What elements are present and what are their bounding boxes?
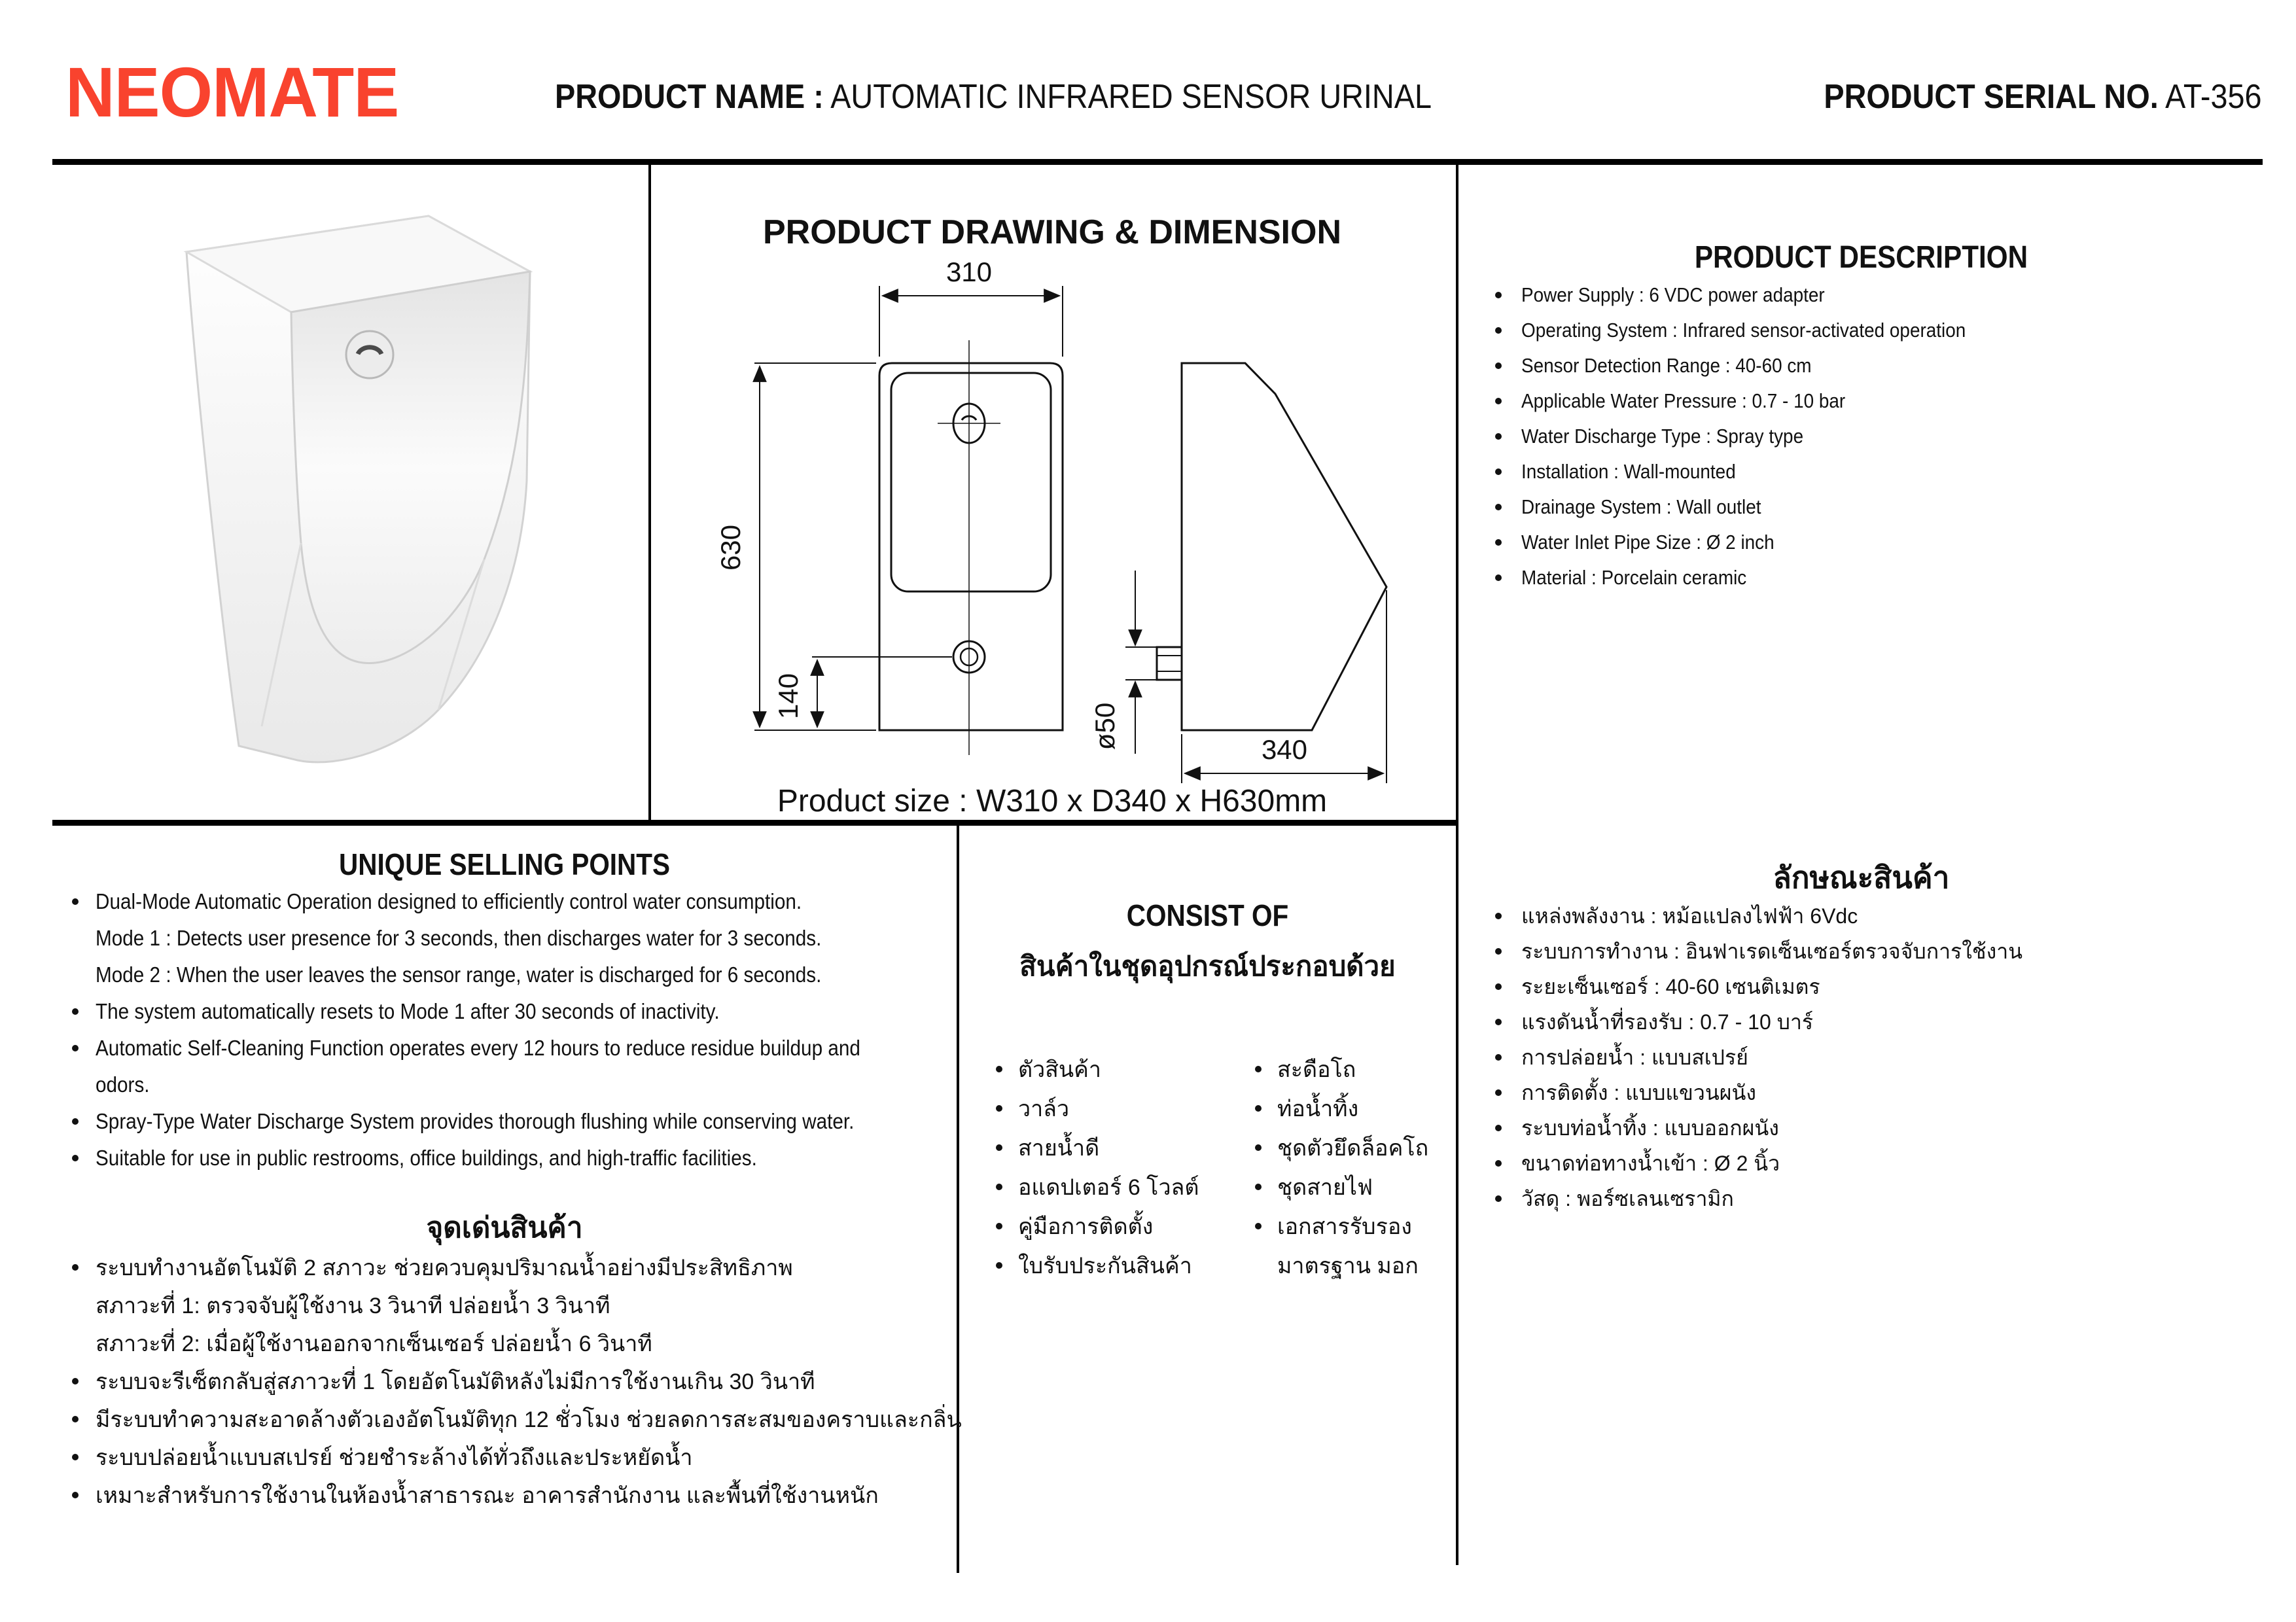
description-list bbox=[1458, 277, 2264, 595]
bullet-icon bbox=[996, 1184, 1002, 1190]
bullet-icon bbox=[1495, 913, 1502, 919]
bullet-icon bbox=[1255, 1144, 1262, 1151]
bullet-icon bbox=[1495, 1019, 1502, 1025]
list-item: เอกสารรับรอง bbox=[1255, 1207, 1456, 1246]
bullet-icon bbox=[1495, 1089, 1502, 1096]
list-item: อแดปเตอร์ 6 โวลต์ bbox=[996, 1167, 1218, 1207]
consist-left-column bbox=[959, 1049, 1218, 1285]
list-item: ขนาดท่อทางน้ำเข้า : Ø 2 นิ้ว bbox=[1495, 1146, 2264, 1181]
dim-630-label: 630 bbox=[715, 524, 746, 571]
list-item: Sensor Detection Range : 40-60 cm bbox=[1495, 348, 2264, 383]
list-item: Water Inlet Pipe Size : Ø 2 inch bbox=[1495, 525, 2264, 560]
dim-340-label: 340 bbox=[1261, 734, 1308, 765]
bullet-icon bbox=[1495, 398, 1502, 404]
list-item: ท่อน้ำทิ้ง bbox=[1255, 1089, 1456, 1128]
list-item: วัสดุ : พอร์ซเลนเซรามิก bbox=[1495, 1181, 2264, 1216]
list-item: Automatic Self-Cleaning Function operates every 12 hours to reduce residue buildup and bbox=[72, 1030, 937, 1067]
drawing-title: PRODUCT DRAWING & DIMENSION bbox=[763, 213, 1341, 251]
list-item: สายน้ำดี bbox=[996, 1128, 1218, 1167]
bullet-icon bbox=[1255, 1223, 1262, 1229]
list-item-continuation: สภาวะที่ 2: เมื่อผู้ใช้งานออกจากเซ็นเซอร์ ปล่อยน้ำ 6 วินาที bbox=[96, 1331, 652, 1356]
dim-310-label: 310 bbox=[945, 256, 993, 287]
product-size-note: Product size : W310 x D340 x H630mm bbox=[777, 784, 1328, 819]
bullet-icon bbox=[996, 1066, 1002, 1072]
list-item: ระบบการทำงาน : อินฟาเรดเซ็นเซอร์ตรวจจับการใช้งาน bbox=[1495, 934, 2264, 969]
usp-panel bbox=[52, 826, 962, 1514]
bullet-icon bbox=[1495, 983, 1502, 990]
bullet-icon bbox=[1255, 1184, 1262, 1190]
bullet-icon bbox=[996, 1262, 1002, 1269]
bullet-icon bbox=[72, 1008, 79, 1015]
bullet-icon bbox=[996, 1105, 1002, 1112]
bullet-icon bbox=[72, 898, 79, 905]
list-item: การติดตั้ง : แบบแขวนผนัง bbox=[1495, 1075, 2264, 1110]
list-item: Applicable Water Pressure : 0.7 - 10 bar bbox=[1495, 383, 2264, 419]
bullet-icon bbox=[1495, 1125, 1502, 1131]
list-item: สะดือโถ bbox=[1255, 1049, 1456, 1089]
list-item: ใบรับประกันสินค้า bbox=[996, 1246, 1218, 1285]
list-item: ตัวสินค้า bbox=[996, 1049, 1218, 1089]
product-serial-value: AT-356 bbox=[2165, 78, 2262, 116]
bullet-icon bbox=[1495, 433, 1502, 440]
bullet-icon bbox=[1495, 292, 1502, 298]
product-photo bbox=[69, 173, 645, 818]
bullet-icon bbox=[1255, 1066, 1262, 1072]
bullet-icon bbox=[72, 1155, 79, 1161]
list-item-continuation: Mode 1 : Detects user presence for 3 seconds, then discharges water for 3 seconds. bbox=[96, 926, 822, 950]
list-item: Drainage System : Wall outlet bbox=[1495, 489, 2264, 525]
list-item-continuation: สภาวะที่ 1: ตรวจจับผู้ใช้งาน 3 วินาที ปล่อยน้ำ 3 วินาที bbox=[96, 1294, 610, 1318]
list-item: แหล่งพลังงาน : หม้อแปลงไฟฟ้า 6Vdc bbox=[1495, 898, 2264, 934]
product-serial-label: PRODUCT SERIAL NO. bbox=[1824, 78, 2159, 116]
list-item: ชุดตัวยึดล็อคโถ bbox=[1255, 1128, 1456, 1167]
description-panel bbox=[1458, 165, 2264, 1216]
sensor-eye-icon bbox=[346, 331, 393, 378]
list-item: คู่มือการติดตั้ง bbox=[996, 1207, 1218, 1246]
bullet-icon bbox=[72, 1492, 79, 1498]
header-divider bbox=[52, 159, 2263, 165]
side-view-outline bbox=[1182, 363, 1386, 730]
usp-list bbox=[72, 883, 937, 1176]
bullet-icon bbox=[996, 1144, 1002, 1151]
brand-logo: NEOMATE bbox=[65, 52, 399, 132]
list-item: เหมาะสำหรับการใช้งานในห้องน้ำสาธารณะ อาคารสำนักงาน และพื้นที่ใช้งานหนัก bbox=[72, 1476, 937, 1514]
bullet-icon bbox=[1495, 362, 1502, 369]
usp-title: UNIQUE SELLING POINTS bbox=[338, 847, 671, 881]
dim-50-label: ø50 bbox=[1089, 702, 1120, 750]
list-item: ระบบจะรีเซ็ตกลับสู่สภาวะที่ 1 โดยอัตโนมัติหลังไม่มีการใช้งานเกิน 30 วินาที bbox=[72, 1362, 937, 1400]
product-name bbox=[555, 77, 1432, 116]
bullet-icon bbox=[1495, 574, 1502, 581]
list-item: ชุดสายไฟ bbox=[1255, 1167, 1456, 1207]
bullet-icon bbox=[1495, 327, 1502, 334]
list-item: Operating System : Infrared sensor-activated operation bbox=[1495, 313, 2264, 348]
list-item-continuation: มาตรฐาน มอก bbox=[1277, 1254, 1419, 1278]
list-item-continuation: odors. bbox=[96, 1072, 150, 1097]
dim-140-label: 140 bbox=[773, 673, 804, 720]
list-item: มีระบบทำความสะอาดล้างตัวเองอัตโนมัติทุก 12 ชั่วโมง ช่วยลดการสะสมของคราบและกลิ่น bbox=[72, 1400, 937, 1438]
bullet-icon bbox=[1255, 1105, 1262, 1112]
bullet-icon bbox=[1495, 504, 1502, 510]
bullet-icon bbox=[72, 1118, 79, 1125]
bullet-icon bbox=[1495, 1195, 1502, 1202]
list-item: ระบบปล่อยน้ำแบบสเปรย์ ช่วยชำระล้างได้ทั่วถึงและประหยัดน้ำ bbox=[72, 1438, 937, 1476]
bullet-icon bbox=[1495, 1160, 1502, 1167]
list-item: ระยะเซ็นเซอร์ : 40-60 เซนติเมตร bbox=[1495, 969, 2264, 1004]
drawing-panel bbox=[648, 165, 1456, 820]
consist-title: CONSIST OF bbox=[1126, 898, 1289, 932]
list-item: Suitable for use in public restrooms, office buildings, and high-traffic facilities. bbox=[72, 1140, 937, 1176]
bullet-icon bbox=[72, 1454, 79, 1460]
usp-thai-list bbox=[72, 1248, 962, 1514]
list-item: Power Supply : 6 VDC power adapter bbox=[1495, 277, 2264, 313]
bullet-icon bbox=[1495, 539, 1502, 546]
features-thai-list bbox=[1458, 898, 2264, 1216]
bullet-icon bbox=[72, 1416, 79, 1422]
list-item: Material : Porcelain ceramic bbox=[1495, 560, 2264, 595]
list-item: Installation : Wall-mounted bbox=[1495, 454, 2264, 489]
bullet-icon bbox=[72, 1045, 79, 1051]
list-item: The system automatically resets to Mode 1 after 30 seconds of inactivity. bbox=[72, 993, 937, 1030]
consist-subtitle: สินค้าในชุดอุปกรณ์ประกอบด้วย bbox=[1019, 951, 1396, 981]
consist-columns bbox=[959, 1049, 1456, 1285]
consist-panel bbox=[959, 826, 1456, 1285]
bullet-icon bbox=[72, 1378, 79, 1384]
bullet-icon bbox=[72, 1264, 79, 1271]
list-item-continuation: Mode 2 : When the user leaves the sensor range, water is discharged for 6 seconds. bbox=[96, 962, 822, 987]
product-name-value: AUTOMATIC INFRARED SENSOR URINAL bbox=[830, 78, 1432, 116]
front-view-outline bbox=[879, 363, 1063, 730]
list-item: Water Discharge Type : Spray type bbox=[1495, 419, 2264, 454]
divider-middle-horizontal bbox=[52, 820, 1458, 826]
list-item: การปล่อยน้ำ : แบบสเปรย์ bbox=[1495, 1040, 2264, 1075]
product-serial bbox=[1824, 77, 2262, 116]
features-thai-title: ลักษณะสินค้า bbox=[1773, 860, 1950, 894]
description-title: PRODUCT DESCRIPTION bbox=[1694, 240, 2028, 275]
bullet-icon bbox=[1495, 1054, 1502, 1061]
bullet-icon bbox=[996, 1223, 1002, 1229]
product-photo-panel bbox=[69, 173, 645, 818]
bullet-icon bbox=[1495, 468, 1502, 475]
list-item: Dual-Mode Automatic Operation designed to efficiently control water consumption. bbox=[72, 883, 937, 920]
product-name-label: PRODUCT NAME : bbox=[555, 78, 824, 116]
list-item: แรงดันน้ำที่รองรับ : 0.7 - 10 บาร์ bbox=[1495, 1004, 2264, 1040]
usp-thai-title: จุดเด่นสินค้า bbox=[426, 1212, 583, 1244]
list-item: ระบบทำงานอัตโนมัติ 2 สภาวะ ช่วยควบคุมปริมาณน้ำอย่างมีประสิทธิภาพ bbox=[72, 1248, 937, 1286]
list-item: Spray-Type Water Discharge System provides thorough flushing while conserving water. bbox=[72, 1103, 937, 1140]
list-item: วาล์ว bbox=[996, 1089, 1218, 1128]
side-pipe bbox=[1157, 647, 1182, 680]
front-view-rim bbox=[891, 373, 1051, 591]
bullet-icon bbox=[1495, 948, 1502, 955]
consist-right-column bbox=[1218, 1049, 1456, 1285]
list-item: ระบบท่อน้ำทิ้ง : แบบออกผนัง bbox=[1495, 1110, 2264, 1146]
